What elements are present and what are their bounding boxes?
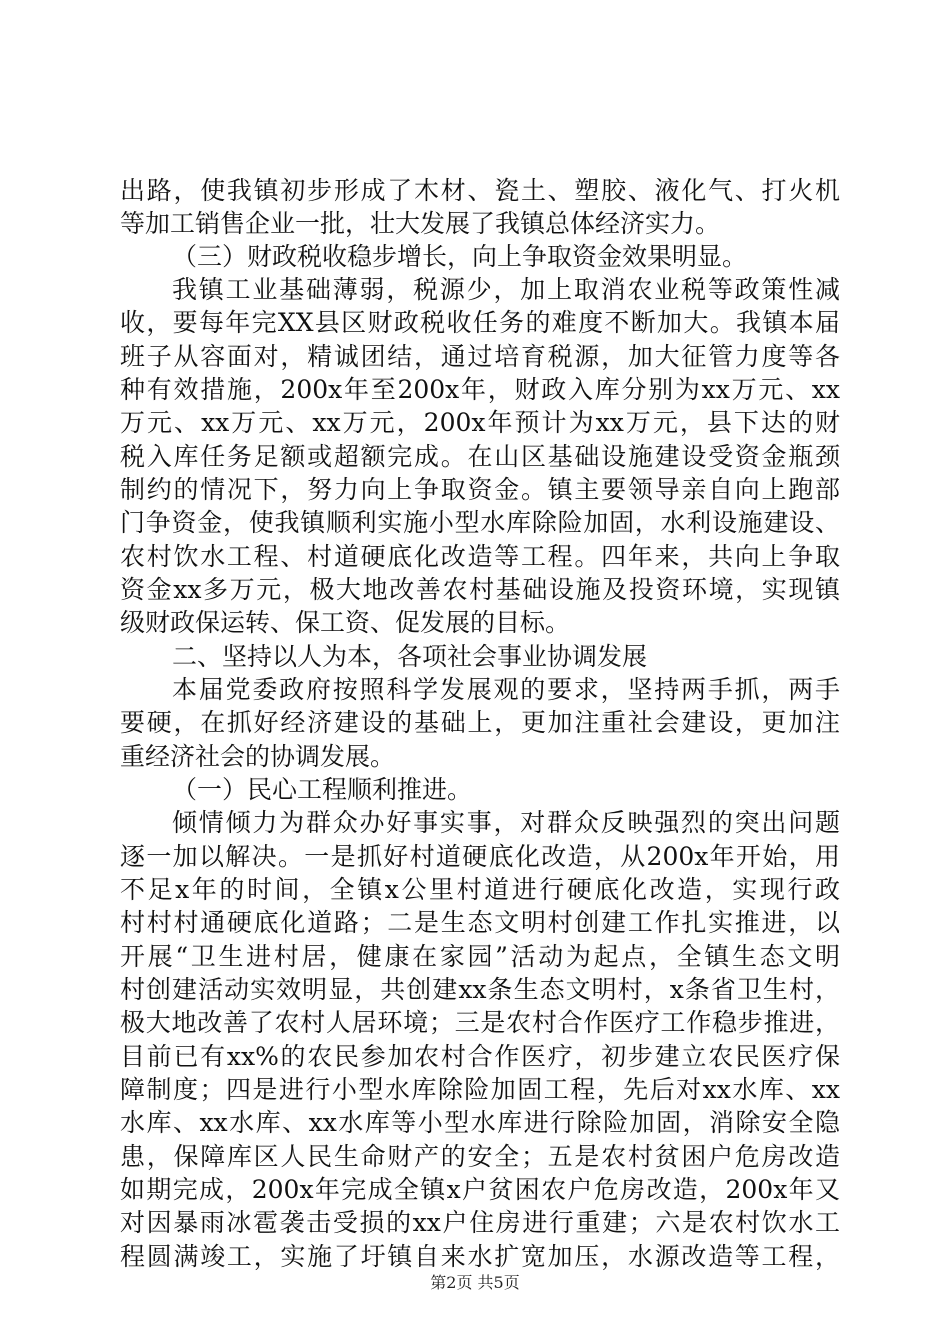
text-line: 等加工销售企业一批，壮大发展了我镇总体经济实力。 [120, 209, 721, 238]
text-line: 患，保障库区人民生命财产的安全；五是农村贫困户危房改造 [120, 1142, 840, 1171]
text-line: 如期完成，200x年完成全镇x户贫困农户危房改造，200x年又 [120, 1175, 840, 1204]
text-line: 极大地改善了农村人居环境；三是农村合作医疗工作稳步推进， [120, 1008, 840, 1037]
text-line: 要硬，在抓好经济建设的基础上，更加注重社会建设，更加注 [120, 708, 840, 737]
text-line: 程圆满竣工，实施了圩镇自来水扩宽加压，水源改造等工程， [120, 1242, 840, 1271]
section-heading: （三）财政税收稳步增长，向上争取资金效果明显。 [172, 242, 748, 271]
page-footer: 第2页 共5页 [430, 1273, 520, 1292]
text-line: 种有效措施，200x年至200x年，财政入库分别为xx万元、xx [120, 375, 840, 404]
paragraph-first-line: 本届党委政府按照科学发展观的要求，坚持两手抓，两手 [172, 675, 840, 704]
text-line: 制约的情况下，努力向上争取资金。镇主要领导亲自向上跑部 [120, 475, 840, 504]
text-line: 村创建活动实效明显，共创建xx条生态文明村，x条省卫生村， [120, 975, 840, 1004]
text-line: 重经济社会的协调发展。 [120, 742, 396, 771]
section-heading: 二、坚持以人为本，各项社会事业协调发展 [172, 642, 648, 671]
text-line: 开展“卫生进村居，健康在家园”活动为起点，全镇生态文明 [120, 942, 840, 971]
text-line: 水库、xx水库、xx水库等小型水库进行除险加固，消除安全隐 [120, 1108, 840, 1137]
text-line: 出路，使我镇初步形成了木材、瓷土、塑胶、液化气、打火机 [120, 176, 840, 205]
text-line: 税入库任务足额或超额完成。在山区基础设施建设受资金瓶颈 [120, 442, 840, 471]
section-heading: （一）民心工程顺利推进。 [172, 775, 473, 804]
text-line: 对因暴雨冰雹袭击受损的xx户住房进行重建；六是农村饮水工 [120, 1208, 840, 1237]
text-line: 不足x年的时间，全镇x公里村道进行硬底化改造，实现行政 [120, 875, 840, 904]
text-line: 门争资金，使我镇顺利实施小型水库除险加固，水利设施建设、 [120, 508, 840, 537]
text-line: 村村村通硬底化道路；二是生态文明村创建工作扎实推进，以 [120, 908, 840, 937]
text-line: 目前已有xx%的农民参加农村合作医疗，初步建立农民医疗保 [120, 1042, 840, 1071]
text-line: 农村饮水工程、村道硬底化改造等工程。四年来，共向上争取 [120, 542, 840, 571]
text-line: 障制度；四是进行小型水库除险加固工程，先后对xx水库、xx [120, 1075, 840, 1104]
text-line: 班子从容面对，精诚团结，通过培育税源，加大征管力度等各 [120, 342, 840, 371]
paragraph-first-line: 倾情倾力为群众办好事实事，对群众反映强烈的突出问题 [172, 808, 840, 837]
text-line: 级财政保运转、保工资、促发展的目标。 [120, 608, 571, 637]
text-line: 逐一加以解决。一是抓好村道硬底化改造，从200x年开始，用 [120, 842, 840, 871]
paragraph-first-line: 我镇工业基础薄弱，税源少，加上取消农业税等政策性减 [172, 275, 840, 304]
text-line: 万元、xx万元、xx万元，200x年预计为xx万元，县下达的财 [120, 408, 840, 437]
text-line: 收，要每年完XX县区财政税收任务的难度不断加大。我镇本届 [120, 308, 840, 337]
text-line: 资金xx多万元，极大地改善农村基础设施及投资环境，实现镇 [120, 575, 840, 604]
